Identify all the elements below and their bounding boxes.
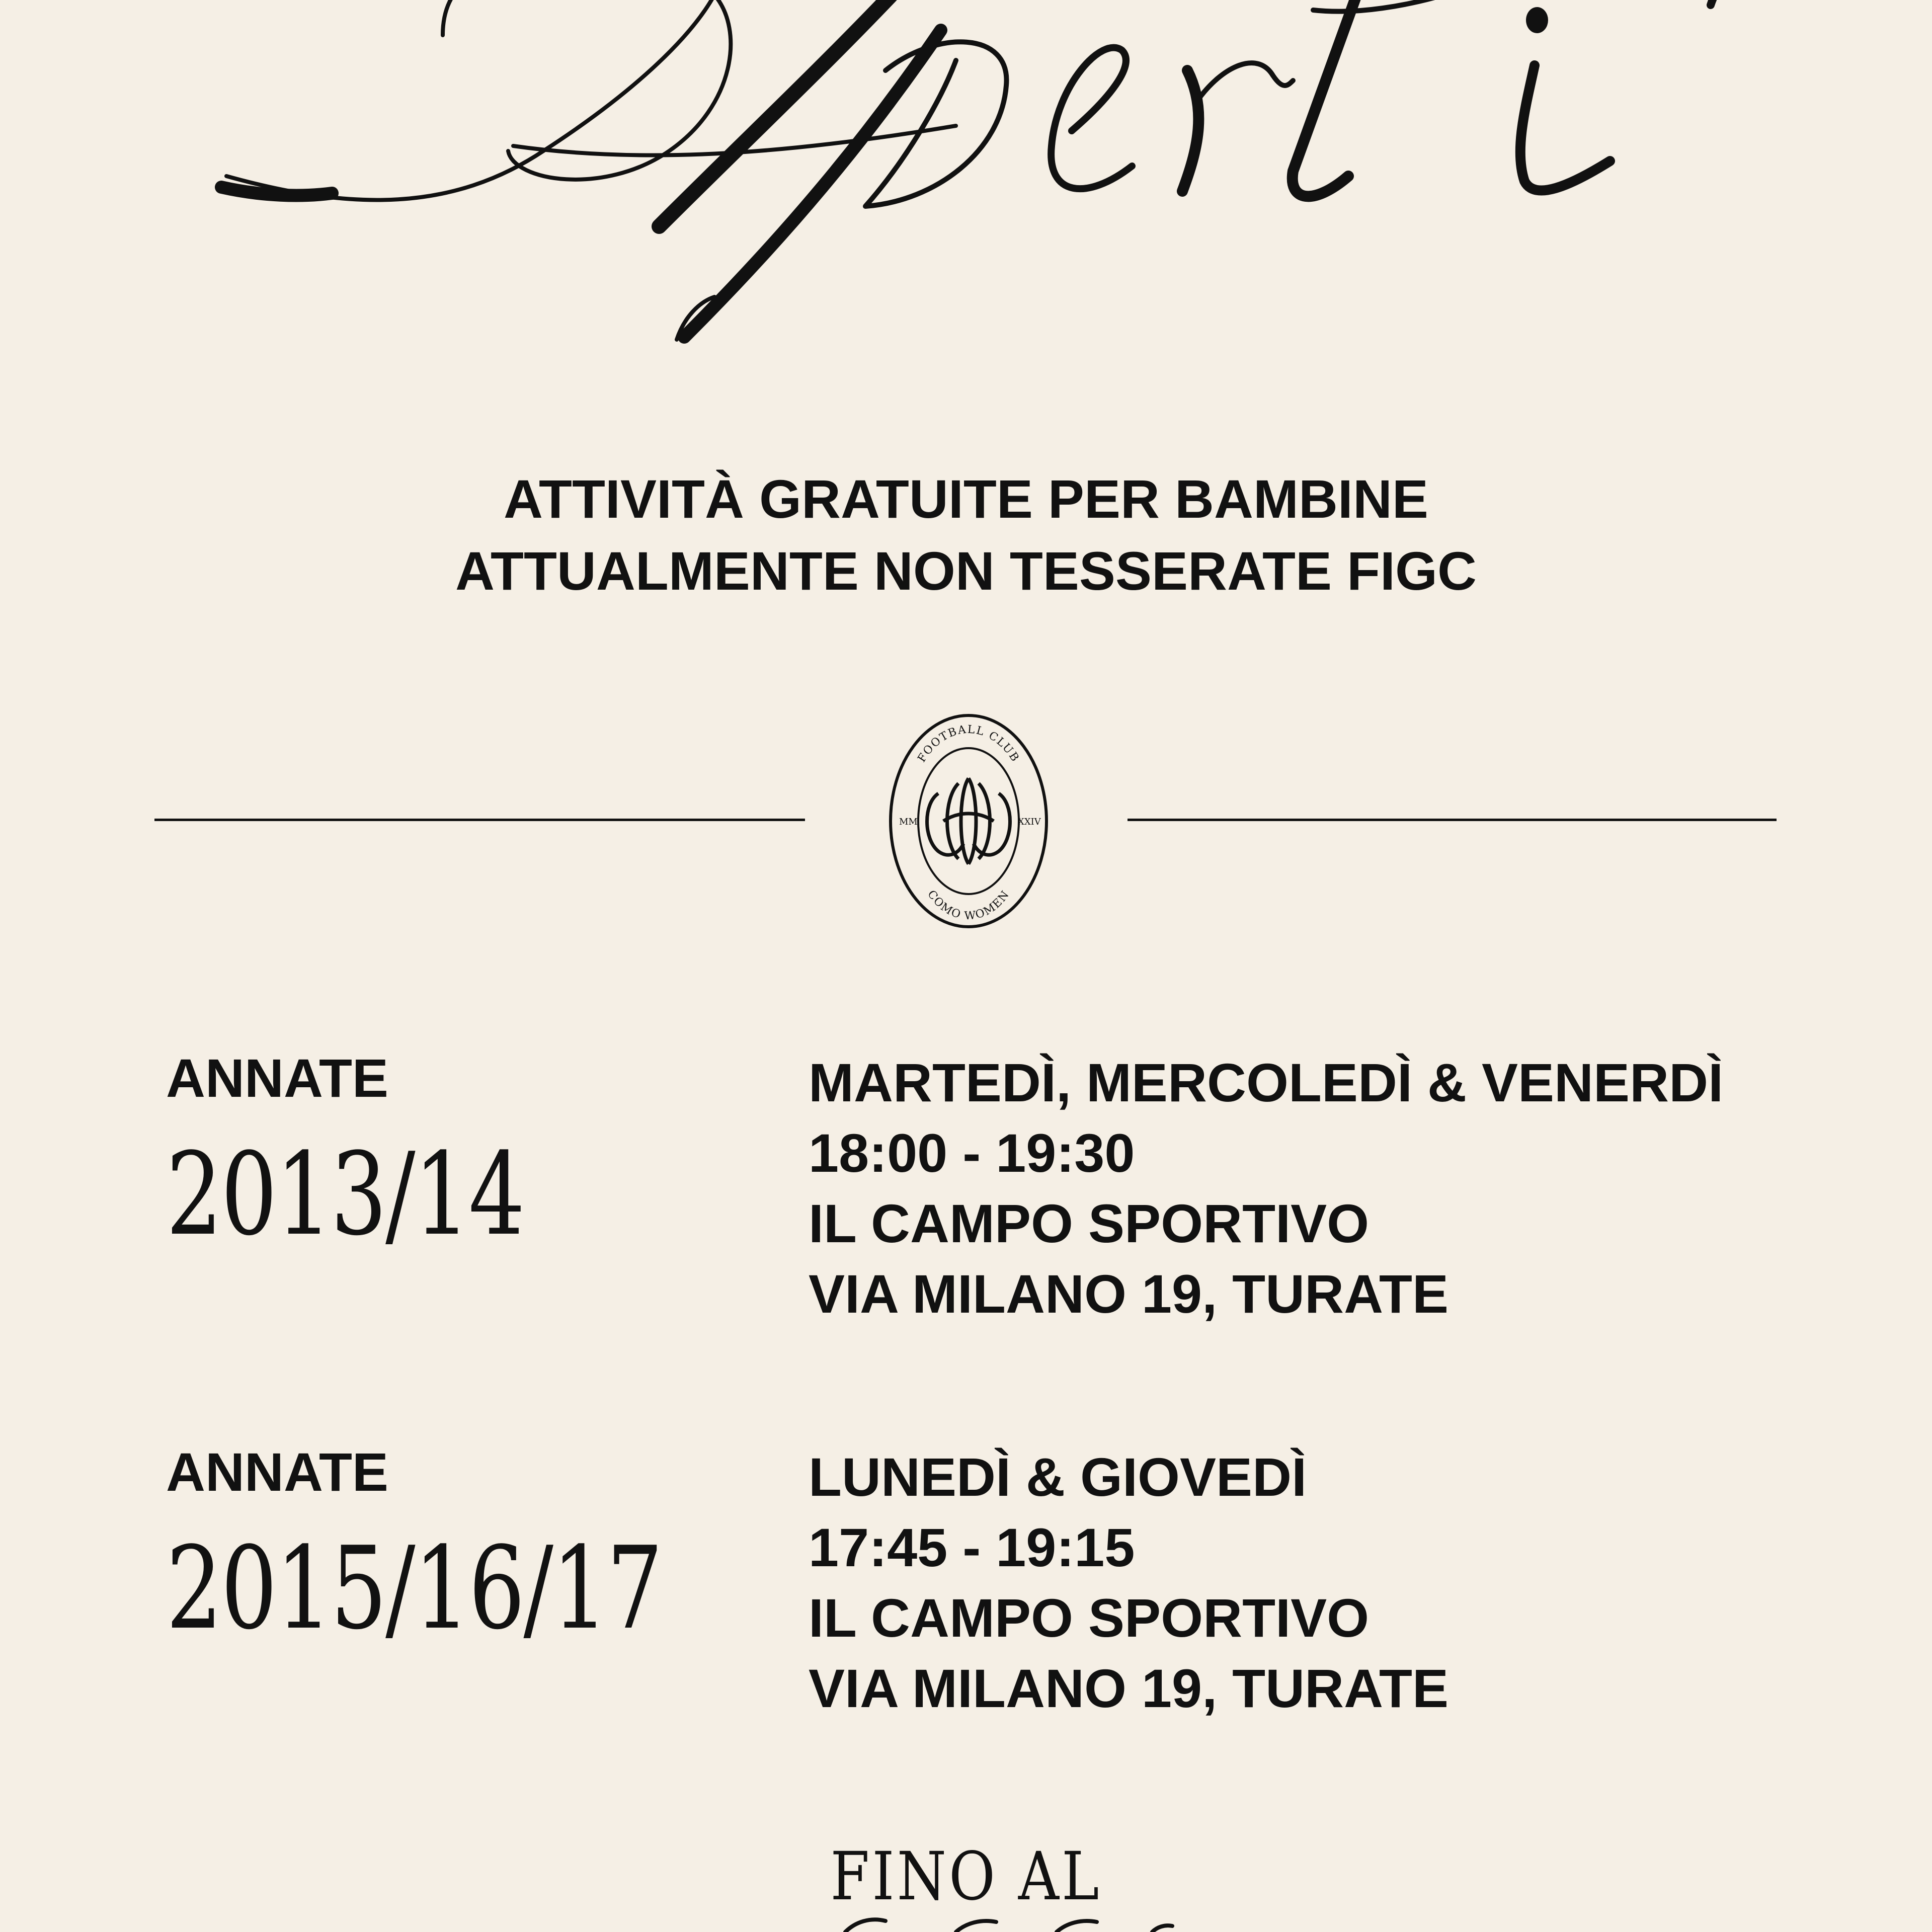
divider-left [154,819,805,821]
group-2-time: 17:45 - 19:15 [809,1517,1135,1578]
group-1-address: VIA MILANO 19, TURATE [809,1263,1449,1324]
subtitle [0,463,1932,607]
group-1-details [809,1048,1723,1329]
club-crest-logo [883,708,1054,934]
group-2-days: LUNEDÌ & GIOVEDÌ [809,1446,1307,1507]
group-2-venue: IL CAMPO SPORTIVO [809,1587,1370,1648]
divider-right [1128,819,1777,821]
group-1-days: MARTEDÌ, MERCOLEDÌ & VENERDÌ [809,1052,1724,1113]
subtitle-line-2: ATTUALMENTE NON TESSERATE FIGC [455,540,1477,601]
group-1-label: ANNATE [166,1048,388,1108]
svg-text:MM: MM [899,817,918,827]
svg-text:XXIV: XXIV [1018,817,1041,827]
group-1-time: 18:00 - 19:30 [809,1122,1135,1183]
bottom-script-lettering [805,1912,1208,1932]
fino-al-label: FINO AL [830,1838,1102,1915]
svg-text:COMO WOMEN: COMO WOMEN [925,888,1012,923]
group-2-label: ANNATE [166,1441,388,1502]
svg-text:FOOTBALL CLUB: FOOTBALL CLUB [915,723,1022,765]
group-2-details [809,1442,1448,1724]
group-1-years: 2013/14 [166,1129,524,1261]
subtitle-line-1: ATTIVITÀ GRATUITE PER BAMBINE [504,468,1428,529]
group-1-venue: IL CAMPO SPORTIVO [809,1193,1370,1254]
group-2-address: VIA MILANO 19, TURATE [809,1658,1449,1719]
group-2-years: 2015/16/17 [166,1522,662,1655]
title-script-lettering [0,0,1932,362]
